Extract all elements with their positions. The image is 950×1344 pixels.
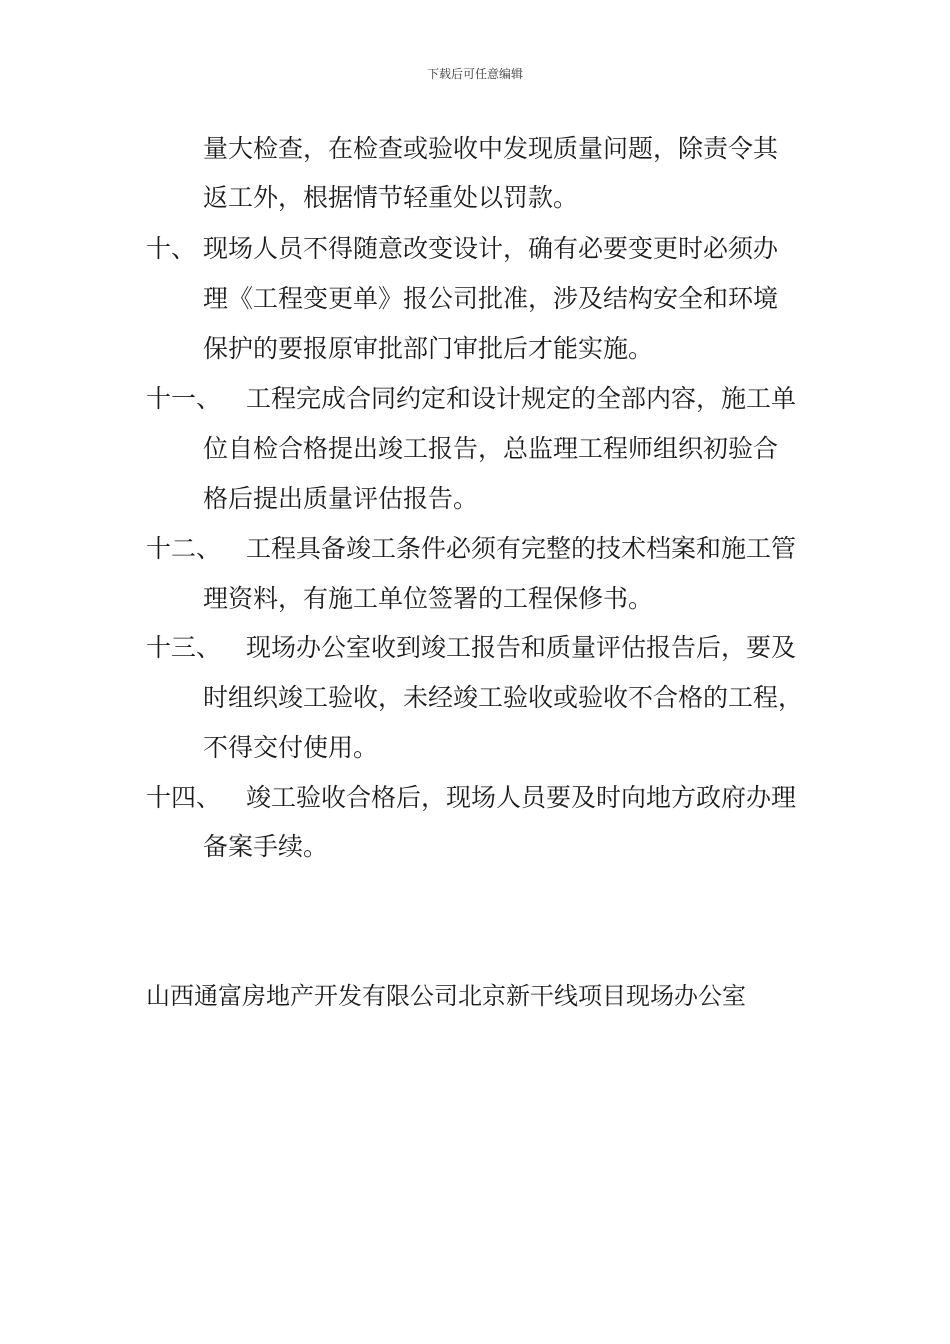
item-14-number: 十四、 xyxy=(146,783,222,812)
item-11-number: 十一、 xyxy=(146,384,222,413)
item-12-number: 十二、 xyxy=(146,534,222,563)
item-13-number: 十三、 xyxy=(146,633,222,662)
item-10-number: 十、 xyxy=(146,234,197,263)
issuing-office-signature: 山西通富房地产开发有限公司北京新干线项目现场办公室 xyxy=(146,982,746,1010)
page-header: 下载后可任意编辑 xyxy=(426,67,523,81)
